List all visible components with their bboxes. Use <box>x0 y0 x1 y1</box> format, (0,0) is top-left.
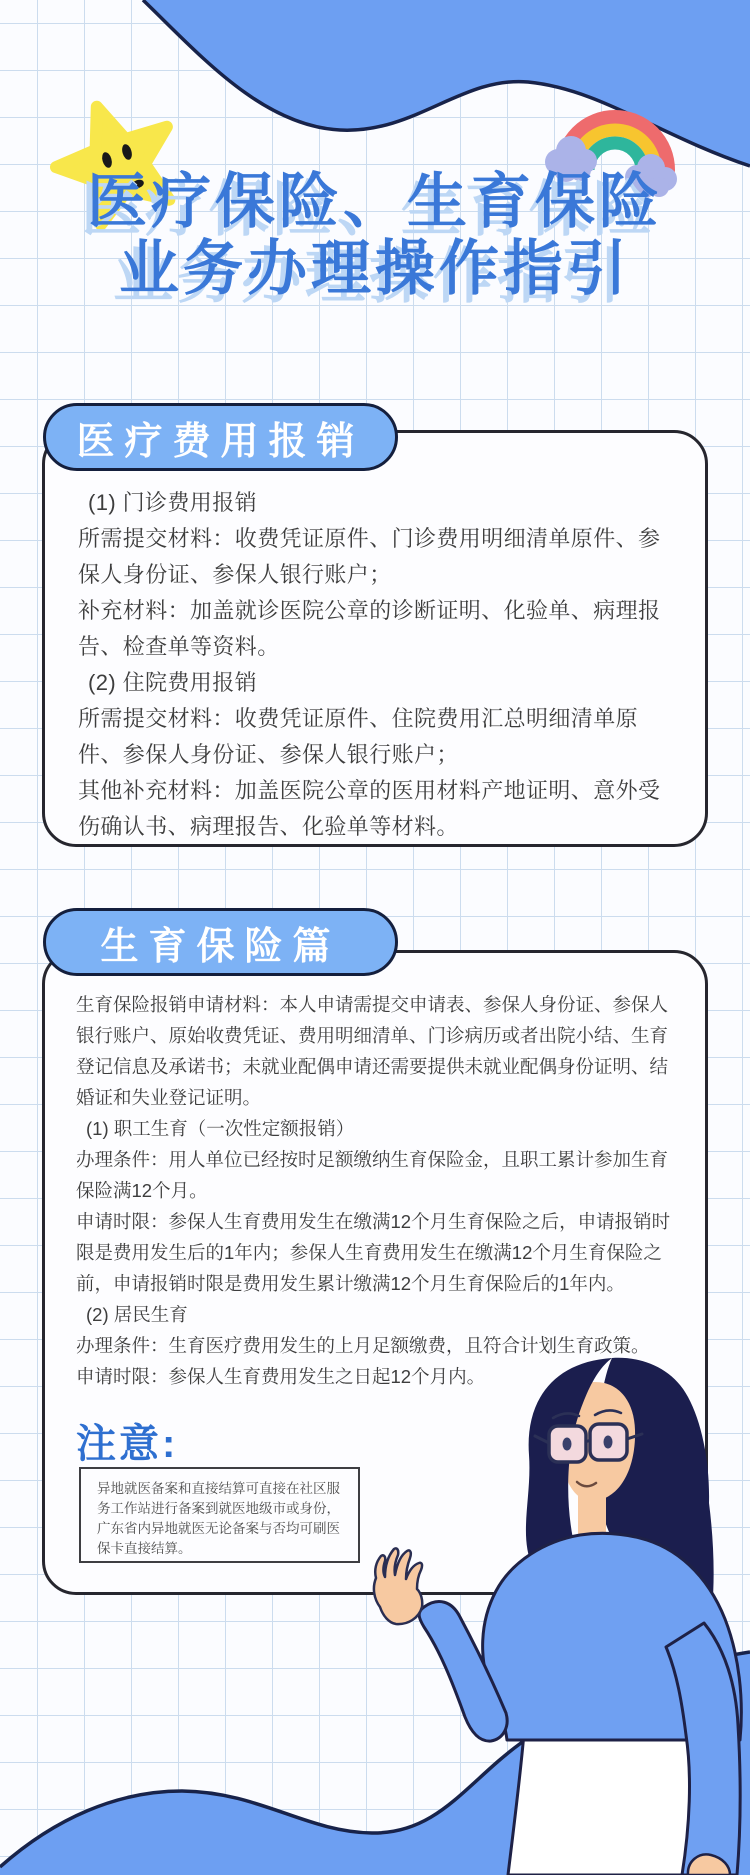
maternity-paragraph: 办理条件：生育医疗费用发生的上月足额缴费，且符合计划生育政策。 <box>76 1335 650 1356</box>
eye-right <box>604 1436 613 1449</box>
maternity-paragraph: 申请时限：参保人生育费用发生在缴满12个月生育保险之后，申请报销时限是费用发生后的1年内；参保人生育费用发生在缴满12个月生育保险之前，申请报销时限是费用发生累计缴满12个月生育保险后的1年内。 <box>76 1211 671 1294</box>
poster-title <box>0 168 750 302</box>
medical-paragraph: 所需提交材料：收费凭证原件、门诊费用明细清单原件、参保人身份证、参保人银行账户； <box>78 526 661 587</box>
tab-medical-expense <box>43 403 398 471</box>
medical-subheading-inpatient: (2) 住院费用报销 <box>88 670 258 695</box>
tab-medical-label: 医疗费用报销 <box>76 420 365 463</box>
skirt <box>508 1733 707 1875</box>
tab-maternity-label: 生育保险篇 <box>100 925 341 968</box>
maternity-paragraph: 申请时限：参保人生育费用发生之日起12个月内。 <box>76 1366 486 1387</box>
medical-paragraph: 其他补充材料：加盖医院公章的医用材料产地证明、意外受伤确认书、病理报告、化验单等材料。 <box>78 778 661 839</box>
woman-illustration <box>374 1358 741 1875</box>
maternity-paragraph: 生育保险报销申请材料：本人申请需提交申请表、参保人身份证、参保人银行账户、原始收费凭证、费用明细清单、门诊病历或者出院小结、生育登记信息及承诺书；未就业配偶申请还需要提供未就业配偶身份证明、结婚证和失业登记证明。 <box>76 994 669 1108</box>
eye-left <box>563 1438 572 1451</box>
raised-hand <box>374 1548 422 1624</box>
notice-heading: 注意: <box>76 1422 179 1466</box>
notice-body: 异地就医备案和直接结算可直接在社区服务工作站进行备案到就医地级市或身份，广东省内异地就医无论备案与否均可刷医保卡直接结算。 <box>97 1481 340 1556</box>
maternity-paragraph: 办理条件：用人单位已经按时足额缴纳生育保险金，且职工累计参加生育保险满12个月。 <box>76 1149 669 1201</box>
medical-paragraph: 补充材料：加盖就诊医院公章的诊断证明、化验单、病理报告、检查单等资料。 <box>78 598 661 659</box>
tab-maternity-insurance <box>43 908 398 976</box>
title-line-1: 医疗保险、生育保险 <box>87 168 663 235</box>
maternity-subheading-employee: (1) 职工生育（一次性定额报销） <box>86 1118 355 1139</box>
medical-paragraph: 所需提交材料：收费凭证原件、住院费用汇总明细清单原件、参保人身份证、参保人银行账户； <box>78 706 639 767</box>
maternity-subheading-resident: (2) 居民生育 <box>86 1304 188 1325</box>
notice-box <box>79 1467 360 1563</box>
medical-expense-card <box>42 430 708 847</box>
title-line-2: 业务办理操作指引 <box>119 235 631 302</box>
medical-subheading-outpatient: (1) 门诊费用报销 <box>88 490 258 515</box>
